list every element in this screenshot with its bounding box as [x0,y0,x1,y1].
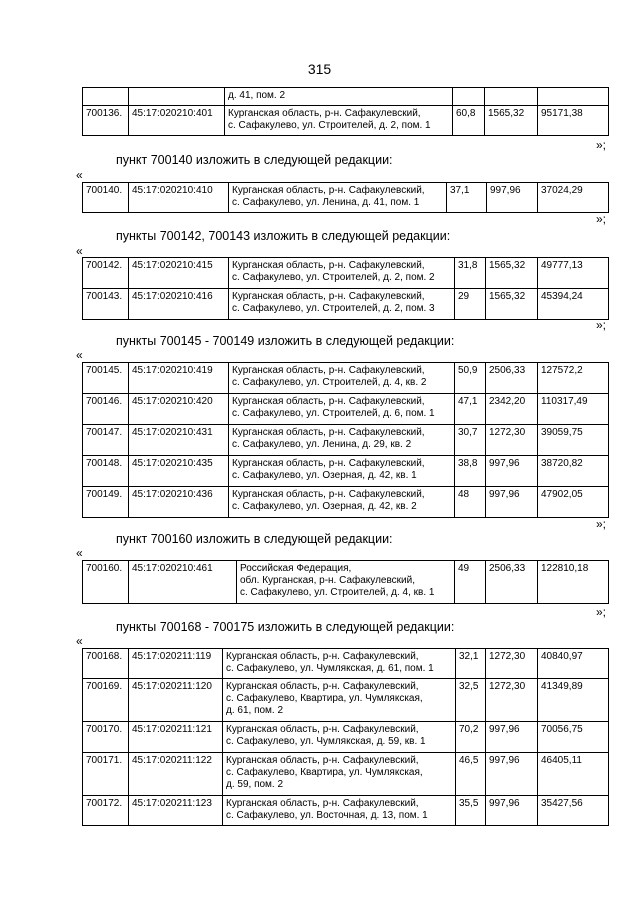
cell-cadastral: 45:17:020210:431 [129,425,229,456]
address-line: с. Сафакулево, ул. Строителей, д. 6, пом. 1 [232,408,435,419]
table-row [83,649,609,679]
cell-address [223,649,456,679]
cell-rate: 1272,30 [486,679,538,722]
cell-area: 47,1 [455,394,486,425]
cell-value: 49777,13 [538,258,609,289]
table-section-700168 [82,648,609,826]
cell-value: 110317,49 [538,394,609,425]
cell-rate: 1565,32 [486,289,538,320]
table-row [83,487,609,518]
cell-value: 46405,11 [538,753,609,796]
address-line: с. Сафакулево, ул. Ленина, д. 41, пом. 1 [232,197,420,208]
address-line: Курганская область, р-н. Сафакулевский, [232,291,425,302]
table-row [83,456,609,487]
address-line: Курганская область, р-н. Сафакулевский, [232,458,425,469]
cell-number [83,88,129,106]
address-line: с. Сафакулево, ул. Строителей, д. 4, кв. 2 [232,377,427,388]
cell-area [453,88,485,106]
address-line: с. Сафакулево, ул. Ленина, д. 29, кв. 2 [232,439,412,450]
cell-address [229,258,455,289]
cell-number: 700170. [83,722,129,753]
cell-number: 700168. [83,649,129,679]
cell-area: 49 [455,561,486,604]
section-heading: пункты 700168 - 700175 изложить в следующей редакции: [116,620,455,634]
cell-value: 45394,24 [538,289,609,320]
cell-address [229,456,455,487]
cell-address [223,722,456,753]
cell-address [225,88,453,106]
cell-value: 37024,29 [538,183,609,213]
table-row [83,106,609,136]
cell-value: 70056,75 [538,722,609,753]
cell-rate: 1565,32 [485,106,538,136]
cell-rate: 997,96 [486,722,538,753]
address-line: Курганская область, р-н. Сафакулевский, [232,185,425,196]
cell-number: 700160. [83,561,129,604]
cell-address [229,425,455,456]
cell-cadastral: 45:17:020210:435 [129,456,229,487]
address-line: с. Сафакулево, ул. Озерная, д. 42, кв. 1 [232,470,417,481]
address-line: д. 59, пом. 2 [226,779,284,790]
table-row [83,561,609,604]
cell-rate [485,88,538,106]
cell-address [229,289,455,320]
cell-address [225,106,453,136]
open-quote: « [76,634,83,648]
cell-rate: 2342,20 [486,394,538,425]
address-line: с. Сафакулево, Квартира, ул. Чумлякская, [226,767,423,778]
table-section-700160 [82,560,609,604]
cell-number: 700169. [83,679,129,722]
open-quote: « [76,168,83,182]
cell-area: 48 [455,487,486,518]
close-quote: »; [596,212,607,226]
cell-number: 700140. [83,183,129,213]
address-line: Курганская область, р-н. Сафакулевский, [232,396,425,407]
table-section-700145 [82,362,609,518]
cell-cadastral: 45:17:020210:419 [129,363,229,394]
cell-value: 38720,82 [538,456,609,487]
open-quote: « [76,348,83,362]
table-row [83,425,609,456]
cell-rate: 997,96 [486,456,538,487]
table-row [83,679,609,722]
cell-value: 122810,18 [538,561,609,604]
close-quote: »; [596,318,607,332]
address-line: с. Сафакулево, ул. Восточная, д. 13, пом. 1 [226,810,428,821]
cell-value: 39059,75 [538,425,609,456]
address-line: Курганская область, р-н. Сафакулевский, [232,427,425,438]
cell-rate: 997,96 [487,183,538,213]
address-line: с. Сафакулево, ул. Строителей, д. 2, пом. 1 [228,120,431,131]
cell-cadastral: 45:17:020211:120 [129,679,223,722]
address-line: обл. Курганская, р-н. Сафакулевский, [240,575,415,586]
section-heading: пункт 700160 изложить в следующей редакции: [116,532,393,546]
cell-number: 700171. [83,753,129,796]
table-row [83,394,609,425]
cell-area: 30,7 [455,425,486,456]
cell-number: 700149. [83,487,129,518]
cell-address [223,796,456,826]
cell-number: 700146. [83,394,129,425]
cell-rate: 1272,30 [486,425,538,456]
address-line: д. 41, пом. 2 [228,90,286,101]
cell-number: 700143. [83,289,129,320]
table-top [82,87,609,136]
cell-number: 700147. [83,425,129,456]
address-line: с. Сафакулево, ул. Строителей, д. 2, пом. 2 [232,272,435,283]
table-row [83,753,609,796]
open-quote: « [76,546,83,560]
cell-number: 700142. [83,258,129,289]
cell-rate: 997,96 [486,753,538,796]
cell-area: 70,2 [456,722,486,753]
cell-cadastral: 45:17:020210:401 [129,106,225,136]
cell-cadastral: 45:17:020210:436 [129,487,229,518]
cell-cadastral: 45:17:020210:420 [129,394,229,425]
cell-address [237,561,455,604]
table-row [83,722,609,753]
cell-area: 35,5 [456,796,486,826]
cell-value [538,88,609,106]
section-heading: пункт 700140 изложить в следующей редакции: [116,153,393,167]
table-row [83,796,609,826]
address-line: с. Сафакулево, ул. Строителей, д. 4, кв. 1 [240,587,435,598]
page-number: 315 [307,61,332,77]
cell-address [229,183,447,213]
address-line: Курганская область, р-н. Сафакулевский, [226,651,419,662]
cell-area: 32,5 [456,679,486,722]
cell-address [223,753,456,796]
address-line: Курганская область, р-н. Сафакулевский, [232,489,425,500]
address-line: Курганская область, р-н. Сафакулевский, [228,108,421,119]
close-quote: »; [596,517,607,531]
cell-value: 40840,97 [538,649,609,679]
address-line: д. 61, пом. 2 [226,705,284,716]
table-row [83,258,609,289]
cell-rate: 2506,33 [486,363,538,394]
cell-rate: 1272,30 [486,649,538,679]
close-quote: »; [596,138,607,152]
table-row [83,183,609,213]
cell-area: 38,8 [455,456,486,487]
cell-value: 47902,05 [538,487,609,518]
address-line: Курганская область, р-н. Сафакулевский, [232,260,425,271]
address-line: с. Сафакулево, ул. Чумлякская, д. 61, пом. 1 [226,663,434,674]
address-line: Курганская область, р-н. Сафакулевский, [226,681,419,692]
address-line: Российская Федерация, [240,563,352,574]
address-line: Курганская область, р-н. Сафакулевский, [226,724,419,735]
cell-value: 41349,89 [538,679,609,722]
cell-area: 32,1 [456,649,486,679]
cell-cadastral: 45:17:020211:119 [129,649,223,679]
address-line: Курганская область, р-н. Сафакулевский, [226,798,419,809]
address-line: с. Сафакулево, Квартира, ул. Чумлякская, [226,693,423,704]
cell-address [223,679,456,722]
cell-address [229,363,455,394]
table-row [83,289,609,320]
open-quote: « [76,244,83,258]
cell-area: 29 [455,289,486,320]
address-line: с. Сафакулево, ул. Чумлякская, д. 59, кв. 1 [226,736,426,747]
cell-cadastral: 45:17:020211:122 [129,753,223,796]
cell-number: 700136. [83,106,129,136]
cell-cadastral: 45:17:020210:410 [129,183,229,213]
table-row [83,363,609,394]
cell-cadastral: 45:17:020210:415 [129,258,229,289]
address-line: Курганская область, р-н. Сафакулевский, [232,365,425,376]
cell-area: 46,5 [456,753,486,796]
cell-area: 37,1 [447,183,487,213]
cell-rate: 997,96 [486,487,538,518]
cell-cadastral: 45:17:020210:416 [129,289,229,320]
cell-value: 95171,38 [538,106,609,136]
cell-area: 60,8 [453,106,485,136]
cell-rate: 1565,32 [486,258,538,289]
cell-area: 50,9 [455,363,486,394]
cell-address [229,394,455,425]
close-quote: »; [596,605,607,619]
table-section-700142 [82,257,609,320]
cell-cadastral [129,88,225,106]
cell-value: 127572,2 [538,363,609,394]
cell-value: 35427,56 [538,796,609,826]
section-heading: пункты 700145 - 700149 изложить в следующей редакции: [116,334,455,348]
cell-address [229,487,455,518]
cell-number: 700148. [83,456,129,487]
cell-rate: 997,96 [486,796,538,826]
address-line: с. Сафакулево, ул. Строителей, д. 2, пом. 3 [232,303,435,314]
section-heading: пункты 700142, 700143 изложить в следующей редакции: [116,229,451,243]
table-row [83,88,609,106]
cell-number: 700145. [83,363,129,394]
cell-area: 31,8 [455,258,486,289]
table-section-700140 [82,182,609,213]
cell-cadastral: 45:17:020211:123 [129,796,223,826]
cell-number: 700172. [83,796,129,826]
cell-cadastral: 45:17:020210:461 [129,561,237,604]
address-line: с. Сафакулево, ул. Озерная, д. 42, кв. 2 [232,501,417,512]
address-line: Курганская область, р-н. Сафакулевский, [226,755,419,766]
cell-cadastral: 45:17:020211:121 [129,722,223,753]
cell-rate: 2506,33 [486,561,538,604]
